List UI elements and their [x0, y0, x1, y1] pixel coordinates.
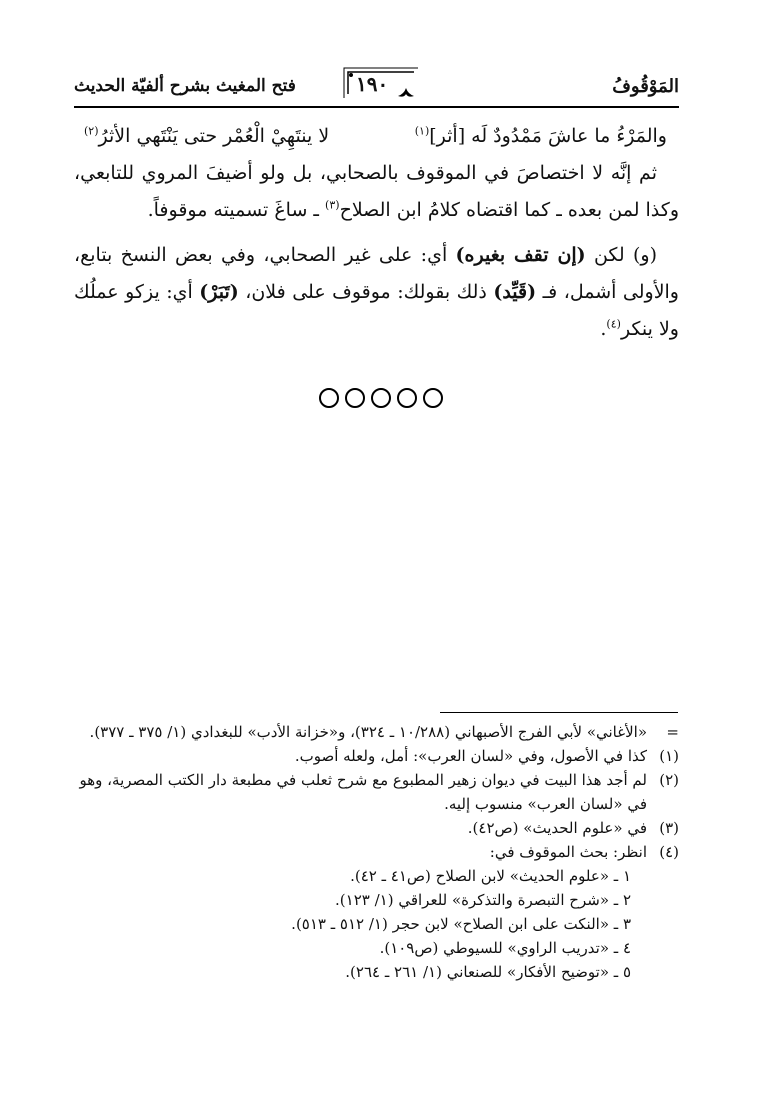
footnote-ref: (٣) [325, 198, 340, 212]
source-item: ٤ ـ «تدريب الراوي» للسيوطي (ص١٠٩). [379, 939, 631, 957]
footnote-continuation: = «الأغاني» لأبي الفرج الأصبهاني (١٠/٢٨٨ ـ ٣٢٤)، و«خزانة الأدب» للبغدادي (١/ ٣٧٥ ـ ٣٧٧). [89, 723, 679, 741]
source-item: ٢ ـ «شرح التبصرة والتذكرة» للعراقي (١/ ١٢٣). [335, 891, 631, 909]
circle-icon [397, 388, 417, 408]
page-number: ١٩٠ [356, 72, 389, 96]
book-title: فتح المغيث بشرح ألفيّة الحديث [74, 76, 296, 96]
matn-phrase: (إن تقف بغيره) [455, 244, 586, 266]
source-item: ٣ ـ «النكت على ابن الصلاح» لابن حجر (١/ ٥١٢ ـ ٥١٣). [291, 915, 631, 933]
circle-icon [319, 388, 339, 408]
source-item: ٥ ـ «توضيح الأفكار» للصنعاني (١/ ٢٦١ ـ ٢٦٤). [345, 963, 631, 981]
footnote-2: (٢) لم أجد هذا البيت في ديوان زهير المطبوع مع شرح ثعلب في مطبعة دار الكتب المصرية، وهو في «لسان العرب» منسوب إليه. [79, 771, 679, 813]
running-header [74, 66, 679, 106]
footnote-1: (١) كذا في الأصول، وفي «لسان العرب»: أمل، ولعله أصوب. [294, 747, 679, 765]
source-item: ١ ـ «علوم الحديث» لابن الصلاح (ص٤١ ـ ٤٢). [350, 867, 631, 885]
section-end-ornament [0, 388, 761, 412]
footnotes [74, 720, 679, 984]
verse-first-hemistich: والمَرْءُ ما عاشَ مَمْدُودٌ لَه [أثر]$^{(١)}$ [414, 124, 667, 147]
footnote-ref: (١) [414, 124, 430, 138]
footnote-4: (٤) انظر: بحث الموقوف في: [489, 843, 679, 861]
paragraph-1: ثم إنَّه لا اختصاصَ في الموقوف بالصحابي، بل ولو أضيفَ المروي للتابعي، وكذا لمن بعده ـ كما اقتضاه كلامُ ابن الصلاح$^{(٣)}$ ـ ساغَ تسميته موقوفاً. [74, 162, 679, 221]
circle-icon [345, 388, 365, 408]
footnote-divider [440, 712, 678, 713]
verse-second-hemistich: لا ينتَهِيْ الْعُمْر حتى يَنْتَهي الأثرُ$^{(٢)}$ [84, 124, 330, 147]
matn-phrase: (قَيِّد) [493, 281, 537, 303]
poetry-verse [74, 118, 679, 155]
matn-phrase: (تَبَرْ) [199, 281, 239, 303]
chapter-title: المَوْقُوفُ [612, 76, 679, 97]
footnote-ref: (٤) [606, 317, 621, 331]
footnote-ref: (٢) [84, 124, 99, 138]
footnote-3: (٣) في «علوم الحديث» (ص٤٢). [467, 819, 679, 837]
paragraph-2: (و) لكن (إن تقف بغيره) أي: على غير الصحابي، وفي بعض النسخ بتابع، والأولى أشمل، فـ (قَيِّد) ذلك بقولك: موقوف على فلان، (تَبَرْ) أي: يزكو عملُك ولا ينكر$^{(٤)}$. [74, 244, 679, 340]
main-text [74, 118, 679, 348]
page-number-frame [342, 66, 420, 100]
header-divider [74, 106, 679, 108]
circle-icon [371, 388, 391, 408]
circle-icon [423, 388, 443, 408]
